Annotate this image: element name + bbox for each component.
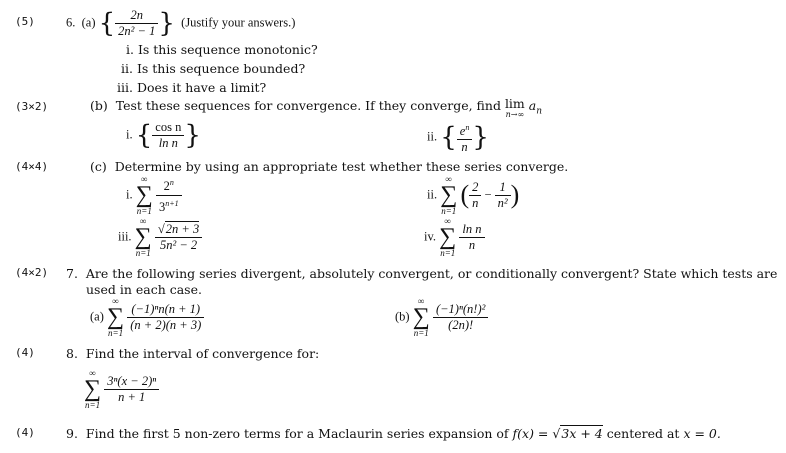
question-6a — [66, 8, 295, 39]
question-6b: (b) Test these sequences for convergence. If they converge, find lim n→∞ $a_n$ — [90, 96, 543, 119]
question-number: 9. — [66, 426, 78, 441]
marks-q9: (4) — [15, 426, 35, 439]
limit-expression: lim n→∞ — [504, 96, 525, 119]
question-9: 9. Find the first 5 non-zero terms for a Maclaurin series expansion of f(x) = √3x + 4 centered at x = 0. — [66, 426, 721, 441]
marks-q8: (4) — [15, 346, 35, 359]
marks-q7: (4×2) — [15, 266, 49, 279]
question-number: 7. — [66, 266, 78, 281]
summation: ∞ ∑ n=1 — [412, 296, 430, 338]
q6b-text: Test these sequences for convergence. If they converge, find — [115, 98, 501, 113]
q8-series: ∞ ∑ n=1 $\frac{\text{3ⁿ(x − 2)ⁿ}}{n + 1}$ — [84, 368, 159, 410]
brace-open: { — [98, 8, 116, 39]
q6c-item-2: ii. ∞ ∑ n=1 ( $\frac{2}{n}$ − $\frac{1}{\text{n²}}$ ) — [427, 174, 520, 216]
q6c-item-3: iii. ∞ ∑ n=1 $\frac{√2n + 3}{\text{5n² − 2}}$ — [118, 216, 202, 258]
question-number: 8. — [66, 346, 78, 361]
part-label: (b) — [90, 98, 108, 113]
summation: ∞ ∑ n=1 — [135, 174, 153, 216]
q7b-series: (b) ∞ ∑ n=1 $\frac{\text{(−1)ⁿ(n!)²}}{(2n)!}$ — [395, 296, 488, 338]
question-7 — [66, 266, 777, 281]
function-expression: f(x) = — [512, 426, 549, 441]
q7-text-line2: used in each case. — [86, 282, 202, 297]
q7-text-line1: Are the following series divergent, absolutely convergent, or conditionally convergent? State which tests are — [85, 266, 778, 281]
q6b-item-1: i. { $\frac{\text{cos n}}{\text{ln n}}$ } — [126, 120, 201, 151]
q6c-item-4: iv. ∞ ∑ n=1 $\frac{\text{ln n}}{n}$ — [424, 216, 485, 258]
summation: ∞ ∑ n=1 — [134, 216, 152, 258]
summation: ∞ ∑ n=1 — [440, 174, 458, 216]
justify-note: (Justify your answers.) — [181, 15, 296, 30]
q9-text: Find the first 5 non-zero terms for a Maclaurin series expansion of — [85, 426, 509, 441]
sequence-fraction: $\frac{2n}{\text{2n² − 1}}$ — [115, 8, 158, 39]
q6a-item-1: i. Is this sequence monotonic? — [126, 42, 318, 57]
part-label: (a) — [81, 15, 96, 30]
marks-q6c: (4×4) — [15, 160, 49, 173]
part-label: (c) — [90, 159, 107, 174]
q8-text: Find the interval of convergence for: — [85, 346, 320, 361]
q6a-item-2: ii. Is this sequence bounded? — [121, 61, 306, 76]
marks-q6a: (5) — [15, 15, 35, 28]
sqrt-expression: √3x + 4 — [552, 426, 603, 441]
marks-q6b: (3×2) — [15, 100, 49, 113]
summation: ∞ ∑ n=1 — [107, 296, 125, 338]
question-number: 6. — [66, 15, 76, 30]
q6c-text: Determine by using an appropriate test whether these series converge. — [114, 159, 569, 174]
brace-close: } — [158, 8, 175, 39]
question-8 — [66, 346, 319, 361]
summation: ∞ ∑ n=1 — [84, 368, 102, 410]
q6b-item-2: ii. { $\frac{e^n}{n}$ } — [427, 120, 489, 155]
q7a-series: (a) ∞ ∑ n=1 $\frac{\text{(−1)ⁿn(n + 1)}}{(n + 2)(n + 3)}$ — [90, 296, 204, 338]
q6c-item-1: i. ∞ ∑ n=1 $\frac{2^n}{3^{n+1}}$ — [126, 174, 182, 216]
question-6c — [90, 159, 568, 174]
summation: ∞ ∑ n=1 — [439, 216, 457, 258]
q6a-item-3: iii. Does it have a limit? — [117, 80, 267, 95]
